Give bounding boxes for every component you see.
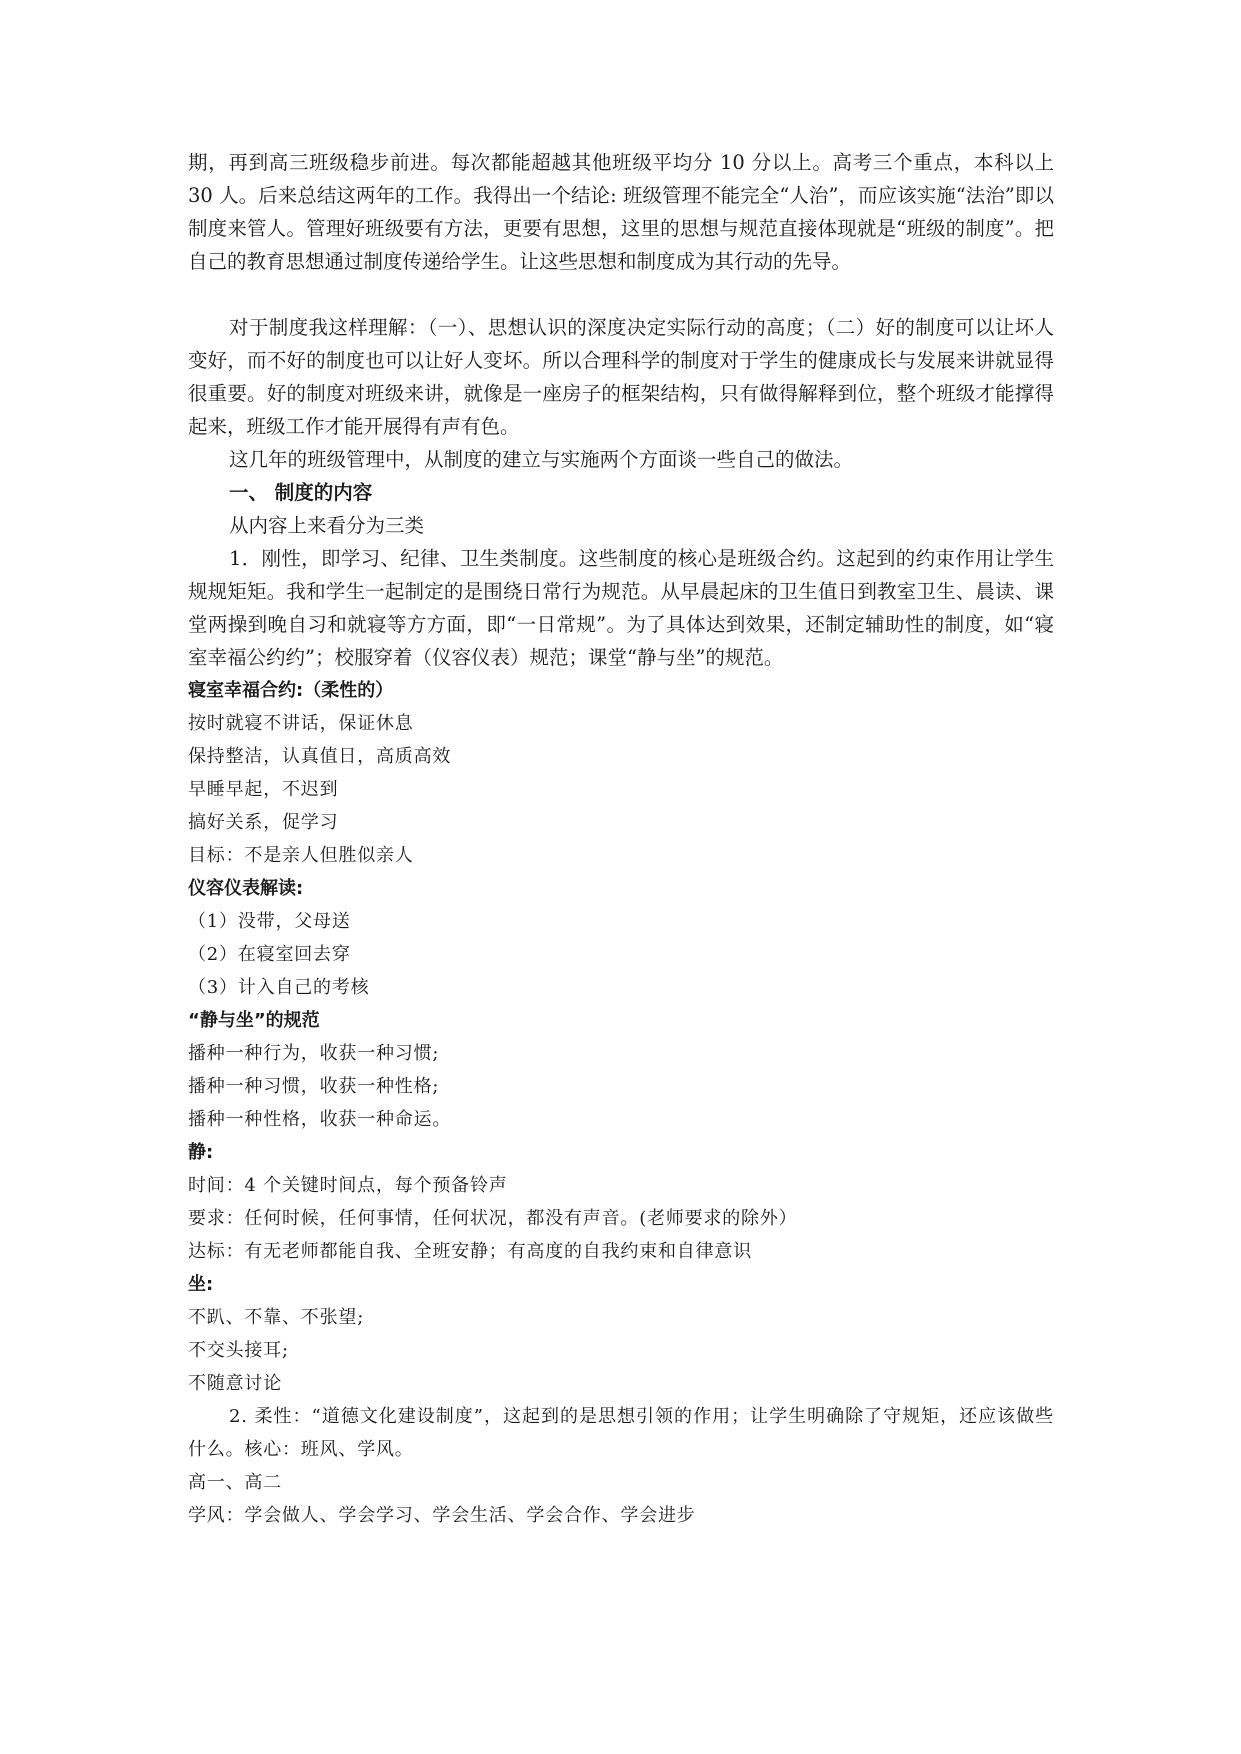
dorm-title: 寝室幸福合约:（柔性的） [188, 680, 394, 701]
study-style-line: 学风：学会做人、学会学习、学会生活、学会合作、学会进步 [188, 1505, 696, 1526]
quiet-title: 静: [188, 1142, 214, 1163]
appearance-line: （3）计入自己的考核 [188, 977, 370, 998]
item1-paragraph: 1．刚性，即学习、纪律、卫生类制度。这些制度的核心是班级合约。这起到的约束作用让学生规规矩矩。我和学生一起制定的是围绕日常行为规范。从早晨起床的卫生值日到教室卫生、晨读、课堂两操到晚自习和就寝等方方面，即“一日常规”。为了具体达到效果，还制定辅助性的制度，如“寝室幸福公约约”；校服穿着（仪容仪表）规范；课堂“静与坐”的规范。 [188, 547, 1054, 669]
sit-line: 不趴、不靠、不张望; [188, 1307, 365, 1328]
quiet-sit-line: 播种一种习惯，收获一种性格; [188, 1076, 440, 1097]
sit-line: 不交头接耳; [188, 1340, 289, 1361]
quiet-line: 要求：任何时候，任何事情，任何状况，都没有声音。(老师要求的除外） [188, 1208, 798, 1229]
dorm-line: 保持整洁，认真值日，高质高效 [188, 746, 452, 767]
practice-paragraph: 这几年的班级管理中，从制度的建立与实施两个方面谈一些自己的做法。 [229, 448, 854, 471]
appearance-line: （1）没带，父母送 [188, 911, 351, 932]
paragraph-gap [188, 278, 1054, 311]
dorm-line: 按时就寝不讲话，保证休息 [188, 713, 414, 734]
dorm-line: 目标：不是亲人但胜似亲人 [188, 845, 414, 866]
intro-paragraph: 期，再到高三班级稳步前进。每次都能超越其他班级平均分 10 分以上。高考三个重点，本科以上 30 人。后来总结这两年的工作。我得出一个结论: 班级管理不能完全“人治”，而应该实施“法治”即以制度来管人。管理好班级要有方法，更要有思想，这里的思想与规范直接体现就是“班级的制度”。把自己的教育思想通过制度传递给学生。让这些思想和制度成为其行动的先导。 [188, 151, 1054, 273]
sit-title: 坐: [188, 1274, 214, 1295]
understanding-paragraph: 对于制度我这样理解：（一）、思想认识的深度决定实际行动的高度；（二）好的制度可以让坏人变好，而不好的制度也可以让好人变坏。所以合理科学的制度对于学生的健康成长与发展来讲就显得很重要。好的制度对班级来讲，就像是一座房子的框架结构，只有做得解释到位，整个班级才能撑得起来，班级工作才能开展得有声有色。 [188, 316, 1054, 438]
section1-intro: 从内容上来看分为三类 [229, 514, 425, 537]
dorm-line: 搞好关系，促学习 [188, 812, 339, 833]
appearance-line: （2）在寝室回去穿 [188, 944, 351, 965]
quiet-sit-title: “静与坐”的规范 [188, 1010, 320, 1031]
dorm-line: 早睡早起，不迟到 [188, 779, 339, 800]
quiet-sit-line: 播种一种行为，收获一种习惯; [188, 1043, 440, 1064]
quiet-line: 时间：4 个关键时间点，每个预备铃声 [188, 1175, 508, 1196]
quiet-sit-line: 播种一种性格，收获一种命运。 [188, 1109, 452, 1130]
quiet-line: 达标：有无老师都能自我、全班安静；有高度的自我约束和自律意识 [188, 1241, 752, 1262]
sit-line: 不随意讨论 [188, 1373, 282, 1394]
section1-heading: 一、 制度的内容 [229, 481, 373, 504]
grades-line: 高一、高二 [188, 1472, 282, 1493]
item2-paragraph: 2. 柔性：“道德文化建设制度”，这起到的是思想引领的作用；让学生明确除了守规矩，还应该做些什么。核心：班风、学风。 [188, 1406, 1054, 1460]
document-body [188, 146, 1054, 1532]
appearance-title: 仪容仪表解读: [188, 878, 304, 899]
